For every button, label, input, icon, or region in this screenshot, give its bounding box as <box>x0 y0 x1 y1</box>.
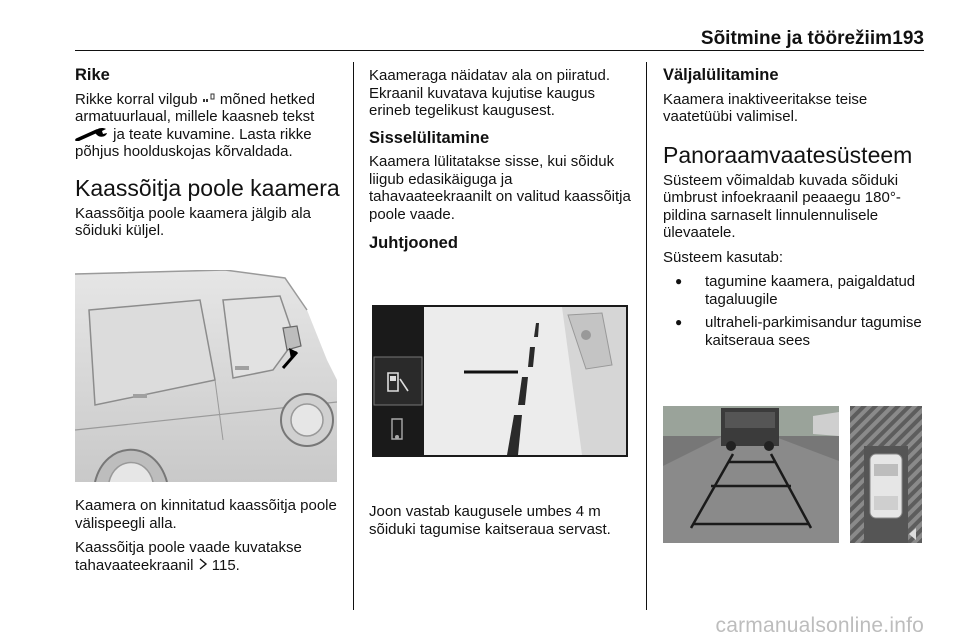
column-2-caption <box>369 503 637 545</box>
page-number: 193 <box>892 28 924 49</box>
camera-fault-icon <box>202 93 216 104</box>
watermark: carmanualsonline.info <box>715 614 924 637</box>
list-item: ● ultraheli-parkimisandur tagumise kaitseraua sees <box>663 314 931 349</box>
column-3 <box>663 67 931 355</box>
heading-switch-on: Sisselülitamine <box>369 128 490 147</box>
column-divider-1 <box>353 62 354 610</box>
panorama-text: Süsteem võimaldab kuvada sõiduki ümbrust infoekraanil peaaegu 180°-pildina sarnaselt linnulennulisele ülevaatele. <box>663 171 901 241</box>
guidelines-screen-illustration <box>372 305 628 457</box>
list-item: ● tagumine kaamera, paigaldatud tagaluugile <box>663 273 931 308</box>
wrench-icon <box>75 127 109 141</box>
uses-label: Süsteem kasutab: <box>663 248 784 266</box>
panorama-top-view-image <box>850 406 922 543</box>
heading-guidelines: Juhtjooned <box>369 234 458 252</box>
column-1-captions <box>75 497 343 581</box>
camera-range-note: Kaameraga näidatav ala on piiratud. Ekraanil kuvatava kujutise kaugus erineb tegelikust kaugusest. <box>369 67 610 119</box>
column-2 <box>369 67 637 259</box>
fault-text-3: ja teate kuvamine. Lasta rikke põhjus hoolduskojas kõrvaldada. <box>75 125 312 160</box>
side-camera-intro: Kaassõitja poole kaamera jälgib ala sõiduki küljel. <box>75 204 311 239</box>
caption-display-text: Kaassõitja poole vaade kuvatakse tahavaateekraanil <box>75 539 302 574</box>
header-rule <box>75 50 924 51</box>
switch-on-text: Kaamera lülitatakse sisse, kui sõiduk liigub edasikäiguga ja tahavaateekraanilt on valitud kaassõitja poole vaade. <box>369 153 631 223</box>
heading-switch-off: Väljalülitamine <box>663 66 779 84</box>
reference-arrow-icon[interactable] <box>198 558 208 570</box>
heading-side-camera: Kaassõitja poole kaamera <box>75 174 340 201</box>
guideline-caption: Joon vastab kaugusele umbes 4 m sõiduki tagumise kaitseraua servast. <box>369 503 611 538</box>
switch-off-text: Kaamera inaktiveeritakse teise vaatetüübi valimisel. <box>663 90 868 125</box>
fault-text-2: mõned hetked armatuurlaual, millele kaasneb tekst <box>75 90 315 125</box>
heading-fault: Rike <box>75 66 110 84</box>
panorama-rear-camera-image <box>663 406 839 543</box>
fault-paragraph <box>75 91 343 161</box>
caption-mount: Kaamera on kinnitatud kaassõitja poole välispeegli alla. <box>75 497 337 532</box>
caption-display <box>75 539 343 574</box>
fault-text-1: Rikke korral vilgub <box>75 90 198 108</box>
caption-ref-page[interactable]: 115. <box>211 556 240 574</box>
column-1 <box>75 67 343 247</box>
side-camera-car-illustration <box>75 270 337 482</box>
heading-panorama: Panoraamvaatesüsteem <box>663 141 913 168</box>
column-divider-2 <box>646 62 647 610</box>
uses-list <box>663 273 931 349</box>
page-header-title: Sõitmine ja töörežiim <box>700 28 892 49</box>
